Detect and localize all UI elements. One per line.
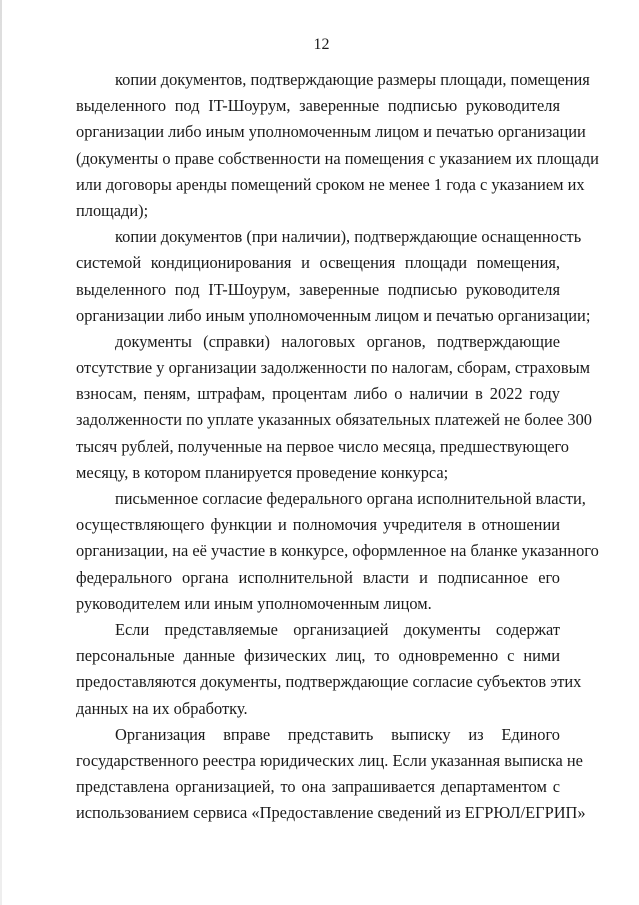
text-line: представлена организацией, то она запрашивается департаментом с [76,777,560,797]
paragraph [76,486,599,617]
text-line: федерального органа исполнительной власти и подписанное его [76,567,560,587]
text-line: месяцу, в котором планируется проведение конкурса; [76,462,449,482]
text-line: организации либо иным уполномоченным лицом и печатью организации; [76,305,591,325]
text-line: (документы о праве собственности на помещения с указанием их площади [76,148,599,168]
paragraph [76,617,582,722]
text-line: отсутствие у организации задолженности по налогам, сборам, страховым [76,358,590,378]
text-line: документы (справки) налоговых органов, подтверждающие [115,331,560,351]
text-line: выделенного под IT-Шоурум, заверенные подписью руководителя [76,96,560,116]
page-number: 12 [313,36,330,53]
text-line: осуществляющего функции и полномочия учредителя в отношении [76,515,560,535]
text-line: предоставляются документы, подтверждающие согласие субъектов этих [76,672,582,692]
text-line: выделенного под IT-Шоурум, заверенные подписью руководителя [76,279,560,299]
text-line: данных на их обработку. [76,698,248,718]
text-line: тысяч рублей, полученные на первое число месяца, предшествующего [76,436,569,456]
text-line: копии документов, подтверждающие размеры площади, помещения [115,70,590,89]
text-line: или договоры аренды помещений сроком не менее 1 года с указанием их [76,174,585,194]
text-line: площади); [76,200,149,220]
text-line: взносам, пеням, штрафам, процентам либо о наличии в 2022 году [76,384,560,404]
scan-edge [0,0,2,905]
text-line: организации либо иным уполномоченным лицом и печатью организации [76,122,586,142]
text-line: персональные данные физических лиц, то одновременно с ними [76,646,560,666]
text-line: копии документов (при наличии), подтверждающие оснащенность [115,227,582,247]
text-line: использованием сервиса «Предоставление сведений из ЕГРЮЛ/ЕГРИП» [76,803,586,823]
document-body [76,67,599,826]
text-line: организации, на её участие в конкурсе, оформленное на бланке указанного [76,541,599,561]
paragraph [76,722,586,827]
paragraph [76,329,592,486]
text-line: государственного реестра юридических лиц. Если указанная выписка не [76,750,583,770]
text-line: руководителем или иным уполномоченным лицом. [76,593,432,613]
paragraph [76,67,599,224]
text-line: письменное согласие федерального органа исполнительной власти, [115,489,586,508]
paragraph [76,224,591,329]
text-line: Если представляемые организацией документы содержат [115,619,560,639]
text-line: задолженности по уплате указанных обязательных платежей не более 300 [76,410,592,430]
text-line: Организация вправе представить выписку из Единого [115,724,560,744]
text-line: системой кондиционирования и освещения площади помещения, [76,253,560,273]
